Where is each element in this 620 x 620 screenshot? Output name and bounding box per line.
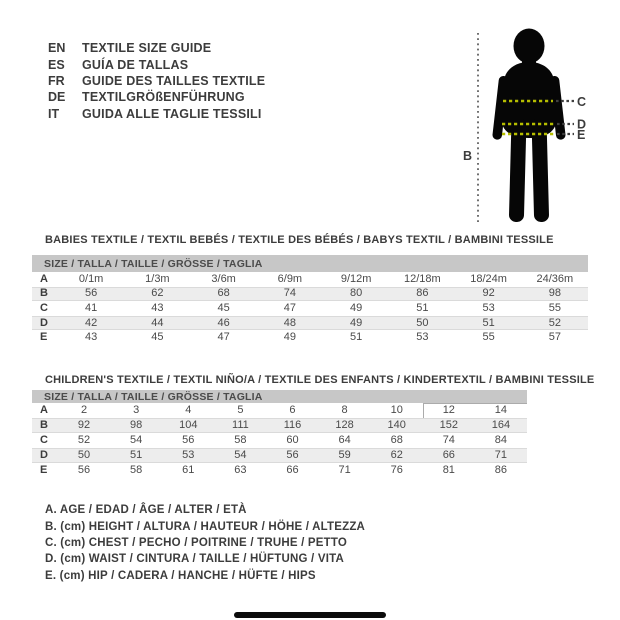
size-cell: 152 [439, 419, 458, 431]
size-cell: 62 [151, 287, 164, 300]
size-cell: 45 [217, 301, 230, 314]
size-cell: 74 [283, 287, 296, 300]
size-cell: 66 [286, 464, 299, 476]
row-label: C [40, 434, 48, 446]
size-cell: 58 [130, 464, 143, 476]
list-item [48, 40, 265, 56]
size-cell: 98 [130, 419, 143, 431]
size-cell: 3 [133, 404, 140, 416]
row-label: C [40, 301, 48, 314]
size-cell: 54 [234, 449, 247, 461]
size-cell: 49 [350, 301, 363, 314]
row-label: B [40, 419, 48, 431]
size-cell: 8 [341, 404, 348, 416]
size-cell: 71 [338, 464, 351, 476]
legend-item: B. (cm) HEIGHT / ALTURA / HAUTEUR / HÖHE / ALTEZZA [45, 520, 366, 533]
size-header-bar: SIZE / TALLA / TAILLE / GRÖSSE / TAGLIA [32, 255, 588, 272]
size-cell: 164 [491, 419, 511, 431]
size-cell: 81 [442, 464, 455, 476]
size-cell: 98 [548, 287, 561, 300]
size-cell: 58 [234, 434, 247, 446]
table-row [32, 448, 527, 463]
language-title: GUÍA DE TALLAS [82, 57, 189, 72]
language-title: TEXTILE SIZE GUIDE [82, 41, 212, 56]
size-cell: 9/12m [340, 272, 372, 285]
list-item [48, 56, 265, 72]
size-cell: 55 [548, 301, 561, 314]
size-cell: 111 [232, 419, 249, 431]
language-title: TEXTILGRÖßENFÜHRUNG [82, 90, 245, 105]
language-code: ES [48, 57, 65, 72]
list-item [48, 106, 265, 122]
table-row [32, 463, 527, 478]
language-code: FR [48, 73, 65, 88]
babies-size-table [32, 255, 588, 345]
language-code: EN [48, 41, 66, 56]
measurement-legend [45, 502, 365, 584]
size-cell: 74 [442, 434, 455, 446]
size-cell: 61 [182, 464, 195, 476]
size-cell: 42 [85, 316, 98, 329]
size-cell: 116 [283, 419, 302, 431]
size-cell: 56 [77, 464, 91, 476]
size-cell: 57 [548, 331, 561, 344]
size-cell: 50 [416, 316, 429, 329]
size-cell: 49 [283, 331, 296, 344]
size-cell: 50 [77, 449, 91, 461]
size-cell: 60 [286, 434, 299, 446]
size-cell: 18/24m [470, 272, 507, 285]
babies-section-title: BABIES TEXTILE / TEXTIL BEBÉS / TEXTILE DES BÉBÉS / BABYS TEXTIL / BAMBINI TESSILE [45, 234, 554, 246]
list-item [48, 89, 265, 105]
size-cell: 51 [416, 301, 429, 314]
size-cell: 56 [286, 449, 299, 461]
language-title: GUIDE DES TAILLES TEXTILE [82, 73, 266, 88]
language-code: DE [48, 90, 66, 105]
table-row [32, 301, 588, 316]
list-item [48, 73, 265, 89]
size-cell: 41 [85, 301, 98, 314]
size-cell: 51 [350, 331, 363, 344]
table-row [32, 433, 527, 448]
size-cell: 92 [77, 419, 91, 431]
size-cell: 14 [475, 403, 527, 418]
size-cell: 10 [390, 404, 403, 416]
chest-label: C [577, 95, 587, 109]
size-cell: 6 [289, 404, 296, 416]
legend-item: E. (cm) HIP / CADERA / HANCHE / HÜFTE / HIPS [45, 569, 316, 582]
size-cell: 53 [416, 331, 429, 344]
children-size-table [32, 390, 527, 478]
size-cell: 54 [130, 434, 143, 446]
size-cell: 71 [494, 449, 508, 461]
babies-table-body [32, 272, 588, 345]
size-cell: 43 [151, 301, 164, 314]
table-row [32, 316, 588, 331]
size-cell: 46 [217, 316, 230, 329]
size-cell: 63 [234, 464, 247, 476]
size-cell: 5 [237, 404, 244, 416]
waist-label: D [577, 117, 587, 132]
size-cell: 44 [151, 316, 164, 329]
size-cell: 47 [217, 331, 230, 344]
size-cell: 56 [85, 287, 98, 300]
children-table-body [32, 403, 527, 478]
child-silhouette-icon [455, 20, 605, 235]
size-cell: 140 [387, 419, 406, 431]
size-cell: 49 [350, 316, 363, 329]
row-label: D [40, 449, 48, 461]
language-code: IT [48, 106, 60, 121]
size-cell: 68 [217, 287, 230, 300]
row-label: B [40, 287, 48, 300]
size-cell: 104 [179, 419, 198, 431]
size-cell: 92 [482, 287, 495, 300]
size-cell: 47 [283, 301, 296, 314]
table-row [32, 272, 588, 287]
row-label: D [40, 316, 48, 329]
size-cell: 2 [80, 404, 88, 416]
table-row [32, 287, 588, 302]
home-indicator [234, 612, 386, 618]
size-cell: 12/18m [404, 272, 441, 285]
size-cell: 52 [548, 316, 561, 329]
size-cell: 6/9m [277, 272, 303, 285]
size-cell: 0/1m [78, 272, 104, 285]
height-label: B [463, 149, 473, 163]
size-cell: 86 [416, 287, 429, 300]
table-row [32, 403, 527, 418]
size-cell: 86 [494, 464, 508, 476]
size-cell: 84 [494, 434, 508, 446]
size-cell: 51 [130, 449, 143, 461]
size-cell: 128 [335, 419, 354, 431]
language-title: GUIDA ALLE TAGLIE TESSILI [82, 106, 262, 121]
size-cell: 80 [350, 287, 363, 300]
size-cell: 55 [482, 331, 495, 344]
size-cell: 3/6m [211, 272, 236, 285]
size-cell: 56 [182, 434, 195, 446]
table-row [32, 418, 527, 433]
size-cell: 1/3m [145, 272, 170, 285]
row-label: E [40, 464, 48, 476]
size-cell: 59 [338, 449, 351, 461]
legend-item: A. AGE / EDAD / ÂGE / ALTER / ETÀ [45, 504, 247, 517]
legend-item: C. (cm) CHEST / PECHO / POITRINE / TRUHE / PETTO [45, 536, 348, 549]
size-header-bar: SIZE / TALLA / TAILLE / GRÖSSE / TAGLIA [32, 390, 527, 403]
size-cell: 12 [423, 403, 475, 418]
table-row [32, 330, 588, 345]
size-cell: 51 [482, 316, 495, 329]
size-cell: 76 [390, 464, 403, 476]
size-cell: 45 [151, 331, 164, 344]
size-cell: 66 [442, 449, 455, 461]
language-title-list [48, 40, 265, 122]
size-cell: 68 [390, 434, 403, 446]
legend-item: D. (cm) WAIST / CINTURA / TAILLE / HÜFTUNG / VITA [45, 553, 344, 566]
size-cell: 53 [182, 449, 195, 461]
size-cell: 53 [482, 301, 495, 314]
size-cell: 52 [77, 434, 91, 446]
children-section-title: CHILDREN'S TEXTILE / TEXTIL NIÑO/A / TEXTILE DES ENFANTS / KINDERTEXTIL / BAMBINI TESSILE [45, 374, 595, 386]
size-cell: 43 [85, 331, 98, 344]
row-label: A [40, 272, 48, 285]
size-cell: 48 [283, 316, 296, 329]
size-cell: 4 [185, 404, 192, 416]
row-label: A [40, 404, 48, 416]
size-cell: 64 [338, 434, 351, 446]
row-label: E [40, 331, 48, 344]
size-cell: 62 [390, 449, 403, 461]
size-cell: 24/36m [536, 272, 574, 285]
child-measurement-figure [455, 20, 605, 235]
hip-label: E [577, 128, 586, 142]
